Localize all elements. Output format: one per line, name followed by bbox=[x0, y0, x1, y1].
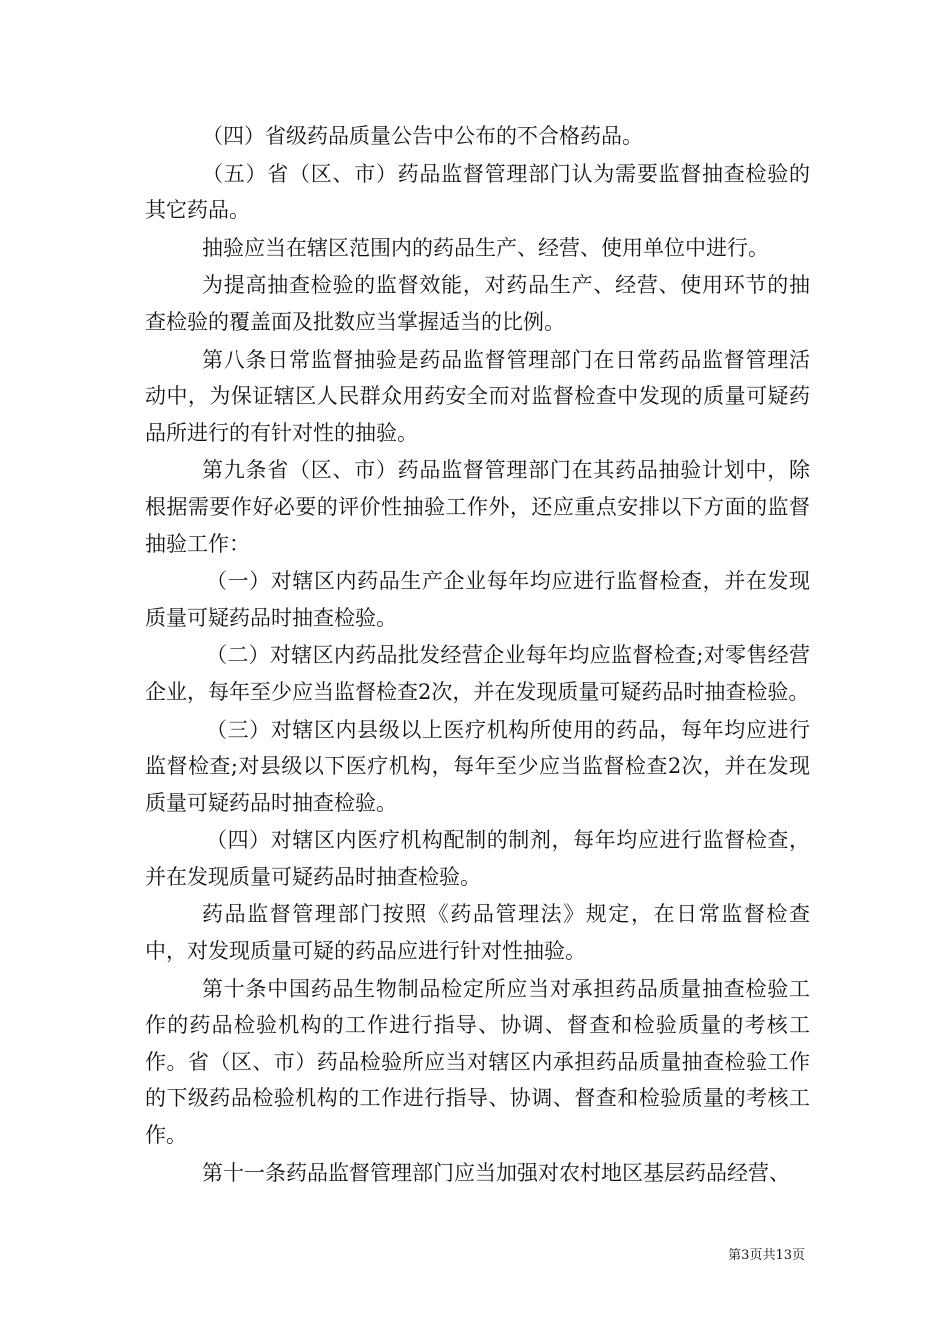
paragraph: （三）对辖区内县级以上医疗机构所使用的药品，每年均应进行监督检查;对县级以下医疗机构，每年至少应当监督检查2次，并在发现质量可疑药品时抽查检验。 bbox=[145, 717, 810, 815]
paragraph: （五）省（区、市）药品监督管理部门认为需要监督抽查检验的其它药品。 bbox=[145, 161, 810, 223]
page-number: 第3页共13页 bbox=[728, 1248, 805, 1263]
paragraph: 药品监督管理部门按照《药品管理法》规定，在日常监督检查中，对发现质量可疑的药品应进行针对性抽验。 bbox=[145, 902, 810, 964]
paragraph: 为提高抽查检验的监督效能，对药品生产、经营、使用环节的抽查检验的覆盖面及批数应当掌握适当的比例。 bbox=[145, 273, 810, 334]
paragraph: 抽验应当在辖区范围内的药品生产、经营、使用单位中进行。 bbox=[202, 235, 769, 260]
paragraph: （四）省级药品质量公告中公布的不合格药品。 bbox=[202, 124, 643, 148]
paragraph: 第十一条药品监督管理部门应当加强对农村地区基层药品经营、 bbox=[202, 1160, 790, 1185]
paragraph: （一）对辖区内药品生产企业每年均应进行监督检查，并在发现质量可疑药品时抽查检验。 bbox=[145, 569, 810, 630]
paragraph: （二）对辖区内药品批发经营企业每年均应监督检查;对零售经营企业，每年至少应当监督检查2次，并在发现质量可疑药品时抽查检验。 bbox=[145, 643, 810, 704]
document-body bbox=[145, 118, 810, 1192]
paragraph: 第九条省（区、市）药品监督管理部门在其药品抽验计划中，除根据需要作好必要的评价性抽验工作外，还应重点安排以下方面的监督抽验工作： bbox=[145, 458, 810, 556]
paragraph: 第十条中国药品生物制品检定所应当对承担药品质量抽查检验工作的药品检验机构的工作进行指导、协调、督查和检验质量的考核工作。省（区、市）药品检验所应当对辖区内承担药品质量抽查检验工作的下级药品检验机构的工作进行指导、协调、督查和检验质量的考核工作。 bbox=[145, 976, 810, 1148]
paragraph: 第八条日常监督抽验是药品监督管理部门在日常药品监督管理活动中，为保证辖区人民群众用药安全而对监督检查中发现的质量可疑药品所进行的有针对性的抽验。 bbox=[145, 347, 810, 445]
paragraph: （四）对辖区内医疗机构配制的制剂，每年均应进行监督检查，并在发现质量可疑药品时抽查检验。 bbox=[145, 828, 810, 889]
